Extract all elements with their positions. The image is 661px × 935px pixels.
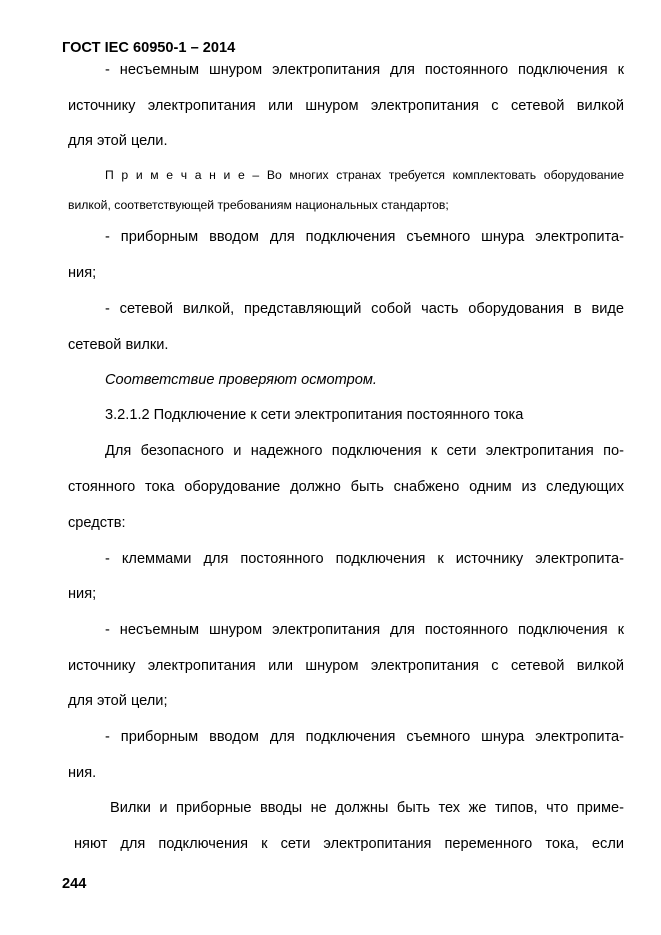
text-line: Для безопасного и надежного подключения к сети электропитания по- xyxy=(105,443,624,459)
text-line: источнику электропитания или шнуром электропитания с сетевой вилкой xyxy=(68,658,624,674)
text-line: - клеммами для постоянного подключения к источнику электропита- xyxy=(105,551,624,567)
section-heading: 3.2.1.2 Подключение к сети электропитания постоянного тока xyxy=(105,407,524,423)
text-line: стоянного тока оборудование должно быть снабжено одним из следующих xyxy=(68,479,624,495)
text-line: ния. xyxy=(68,765,97,781)
text-line: сетевой вилки. xyxy=(68,337,169,353)
text-line: - приборным вводом для подключения съемного шнура электропита- xyxy=(105,229,624,245)
text-line: няют для подключения к сети электропитания переменного тока, если xyxy=(74,836,624,852)
text-line: средств: xyxy=(68,515,126,531)
compliance-line: Соответствие проверяют осмотром. xyxy=(105,372,377,388)
text-line: - несъемным шнуром электропитания для постоянного подключения к xyxy=(105,622,624,638)
text-line: ния; xyxy=(68,586,97,602)
text-line: Вилки и приборные вводы не должны быть тех же типов, что приме- xyxy=(110,800,624,816)
text-line: источнику электропитания или шнуром электропитания с сетевой вилкой xyxy=(68,98,624,114)
text-line: ния; xyxy=(68,265,97,281)
text-line: - сетевой вилкой, представляющий собой часть оборудования в виде xyxy=(105,301,624,317)
note-line: П р и м е ч а н и е – Во многих странах требуется комплектовать оборудование xyxy=(105,168,624,182)
note-line: вилкой, соответствующей требованиям национальных стандартов; xyxy=(68,198,449,212)
text-line: - несъемным шнуром электропитания для постоянного подключения к xyxy=(105,62,624,78)
page-number: 244 xyxy=(62,876,87,892)
text-line: для этой цели; xyxy=(68,693,168,709)
document-header: ГОСТ IEC 60950-1 – 2014 xyxy=(62,40,236,56)
text-line: для этой цели. xyxy=(68,133,168,149)
text-line: - приборным вводом для подключения съемного шнура электропита- xyxy=(105,729,624,745)
